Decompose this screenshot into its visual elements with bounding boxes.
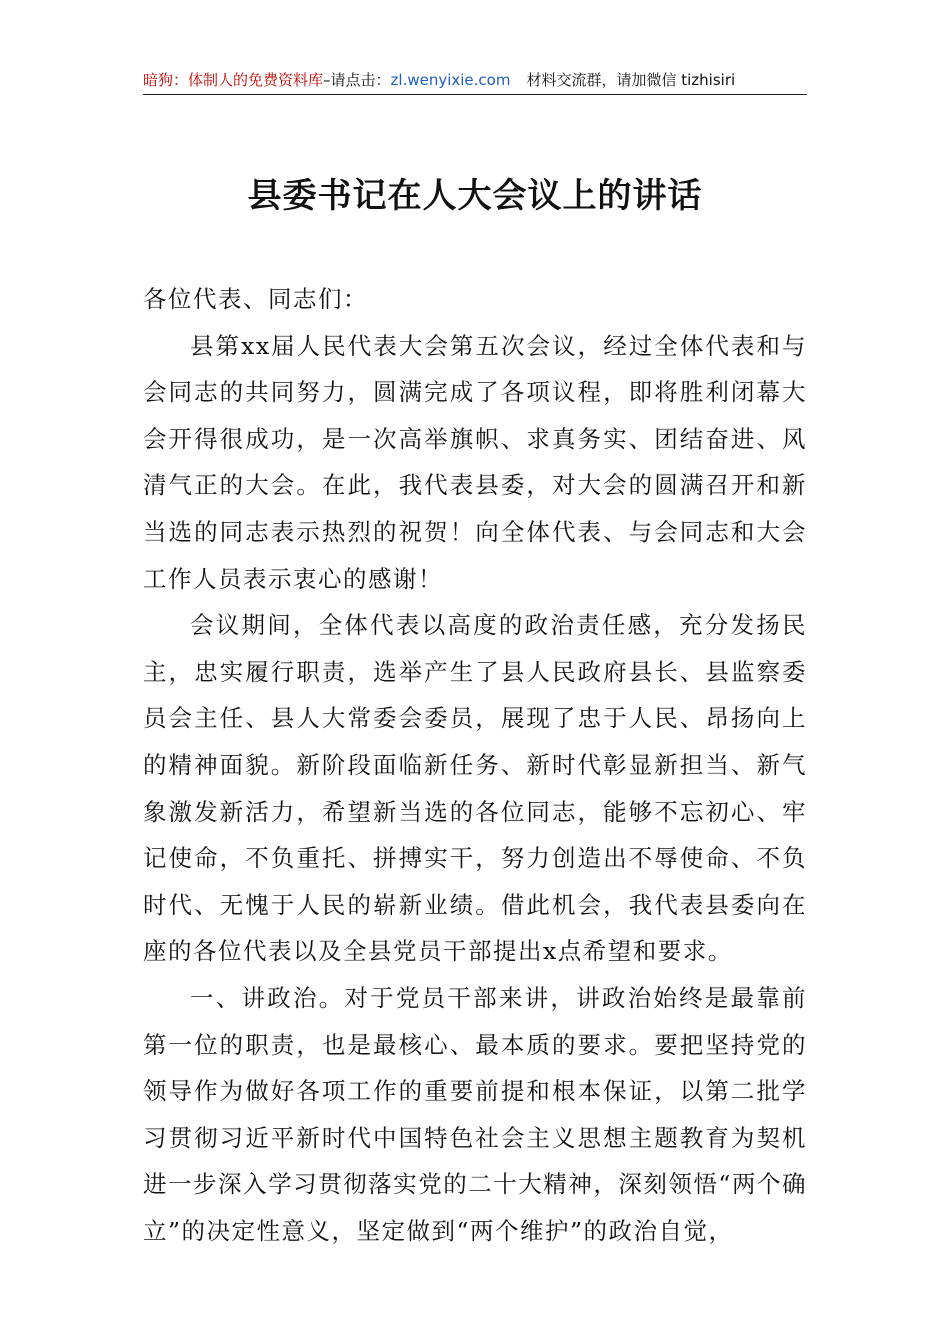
page-header xyxy=(143,70,807,95)
header-url-link[interactable]: zl.wenyixie.com xyxy=(390,71,511,89)
document-title: 县委书记在人大会议上的讲话 xyxy=(247,176,703,216)
header-wechat-text: 材料交流群，请加微信 tizhisiri xyxy=(526,71,736,89)
header-promo-text: 暗狗：体制人的免费资料库 xyxy=(143,71,324,89)
body-paragraph-1: 县第xx届人民代表大会第五次会议，经过全体代表和与会同志的共同努力，圆满完成了各项议程，即将胜利闭幕大会开得很成功，是一次高举旗帜、求真务实、团结奋进、风清气正的大会。在此，我代表县委，对大会的圆满召开和新当选的同志表示热烈的祝贺！向全体代表、与会同志和大会工作人员表示衷心的感谢！ xyxy=(143,331,807,593)
body-paragraph-2: 会议期间，全体代表以高度的政治责任感，充分发扬民主，忠实履行职责，选举产生了县人民政府县长、县监察委员会主任、县人大常委会委员，展现了忠于人民、昂扬向上的精神面貌。新阶段面临新任务、新时代彰显新担当、新气象激发新活力，希望新当选的各位同志，能够不忘初心、牢记使命，不负重托、拼搏实干，努力创造出不辱使命、不负时代、无愧于人民的崭新业绩。借此机会，我代表县委向在座的各位代表以及全县党员干部提出x点希望和要求。 xyxy=(143,611,807,966)
document-body xyxy=(143,276,807,1254)
header-prompt-text: –请点击： xyxy=(323,71,391,89)
body-paragraph-3: 一、讲政治。对于党员干部来讲，讲政治始终是最靠前第一位的职责，也是最核心、最本质的要求。要把坚持党的领导作为做好各项工作的重要前提和根本保证，以第二批学习贯彻习近平新时代中国特色社会主义思想主题教育为契机进一步深入学习贯彻落实党的二十大精神，深刻领悟“两个确立”的决定性意义，坚定做到“两个维护”的政治自觉， xyxy=(143,983,807,1245)
salutation: 各位代表、同志们： xyxy=(143,285,368,313)
